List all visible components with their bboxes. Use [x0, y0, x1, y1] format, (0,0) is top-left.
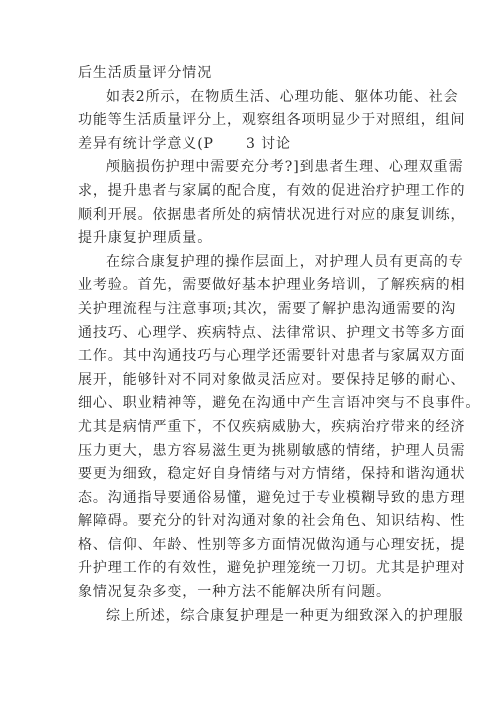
- text-line: 升护理工作的有效性，避免护理笼统一刀切。尤其是护理对: [78, 560, 466, 577]
- paragraph-start-line: 在综合康复护理的操作层面上，对护理人员有更高的专: [106, 253, 464, 270]
- document-page: [78, 62, 481, 628]
- text-line: 关护理流程与注意事项;其次，需要了解护患沟通需要的沟: [78, 300, 457, 317]
- text-line: 格、信仰、年龄、性别等多方面情况做沟通与心理安抚，提: [78, 536, 466, 553]
- paragraph-start-line: 综上所述，综合康复护理是一种更为细致深入的护理服: [106, 607, 464, 624]
- text-line: 业考验。首先，需要做好基本护理业务培训，了解疾病的相: [78, 277, 466, 294]
- text-line: 展开，能够针对不同对象做灵活应对。要保持足够的耐心、: [78, 371, 466, 388]
- text-line: 态。沟通指导要通俗易懂，避免过于专业模糊导致的患方理: [78, 489, 466, 506]
- text-line: 象情况复杂多变，一种方法不能解决所有问题。: [78, 584, 391, 601]
- text-line: 通技巧、心理学、疾病特点、法律常识、护理文书等多方面: [78, 324, 466, 341]
- text-line: 解障碍。要充分的针对沟通对象的社会角色、知识结构、性: [78, 513, 466, 530]
- text-line: 后生活质量评分情况: [78, 65, 213, 81]
- text-line: 要更为细致，稳定好自身情绪与对方情绪，保持和谐沟通状: [78, 466, 466, 483]
- text-line: 求，提升患者与家属的配合度，有效的促进治疗护理工作的: [78, 182, 466, 199]
- text-line: 细心、职业精神等，避免在沟通中产生言语冲突与不良事件。: [78, 395, 481, 412]
- paragraph-start-line: 颅脑损伤护理中需要充分考?]到患者生理、心理双重需: [106, 159, 464, 176]
- text-line: 功能等生活质量评分上，观察组各项明显少于对照组，组间: [78, 112, 466, 129]
- text-line: 工作。其中沟通技巧与心理学还需要针对患者与家属双方面: [78, 348, 466, 365]
- text-line: 压力更大，患方容易滋生更为挑剔敏感的情绪，护理人员需: [78, 442, 466, 459]
- paragraph-start-line: 如表2所示，在物质生活、心理功能、躯体功能、社会: [106, 88, 459, 105]
- text-line: 差异有统计学意义(P 3 讨论: [78, 135, 291, 152]
- text-line: 尤其是病情严重下，不仅疾病威胁大，疾病治疗带来的经济: [78, 418, 466, 435]
- text-line: 顺利开展。依据患者所处的病情状况进行对应的康复训练，: [78, 206, 466, 223]
- text-line: 提升康复护理质量。: [78, 230, 213, 247]
